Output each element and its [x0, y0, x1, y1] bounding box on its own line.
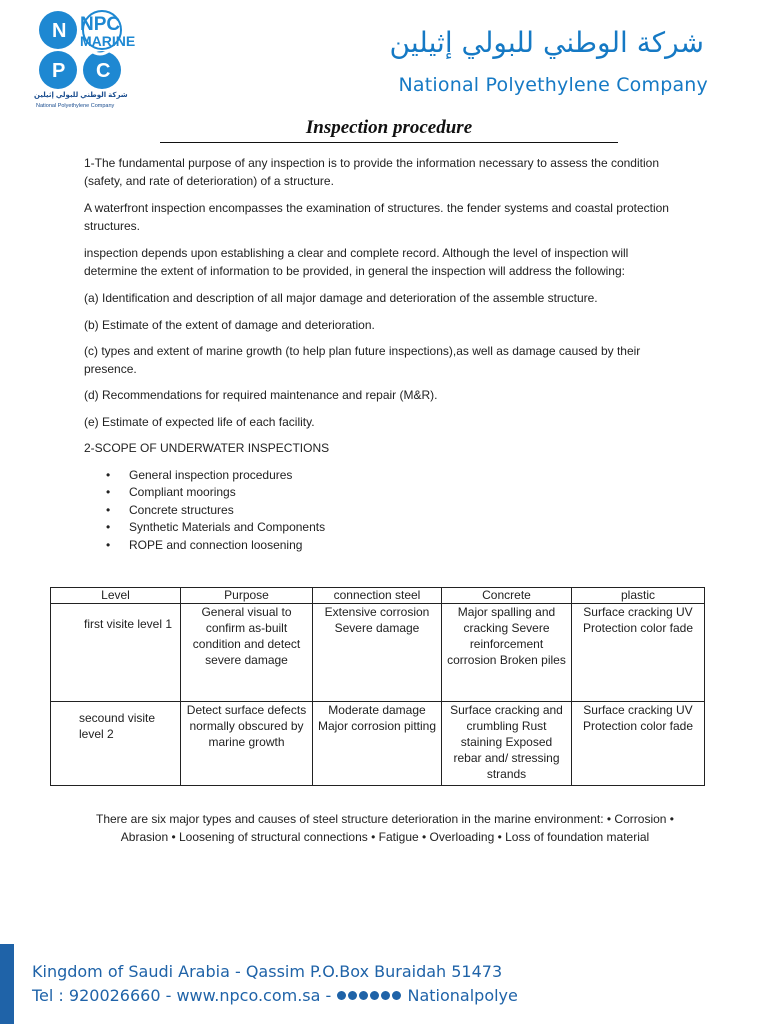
header-purpose: Purpose [181, 588, 313, 604]
paragraph-item-c: (c) types and extent of marine growth (to help plan future inspections),as well as damage caused by their presence. [84, 344, 641, 376]
table-row [51, 604, 705, 702]
logo-brand-marine: MARINE [80, 33, 136, 49]
footer-address: Kingdom of Saudi Arabia - Qassim P.O.Box Buraidah 51473 [32, 962, 503, 981]
facebook-icon[interactable] [337, 991, 346, 1000]
paragraph-purpose: 1-The fundamental purpose of any inspection is to provide the information necessary to assess the condition (safety, and rate of deterioration) of a structure. [84, 156, 659, 188]
cell-concrete: Surface cracking and crumbling Rust staining Exposed rebar and/ stressing strands [442, 702, 572, 786]
list-item: • Compliant moorings [106, 484, 684, 502]
table-header-row [51, 588, 705, 604]
list-item: • ROPE and connection loosening [106, 537, 684, 555]
paragraph-waterfront: A waterfront inspection encompasses the examination of structures. the fender systems and coastal protection structures. [84, 201, 669, 233]
paragraph-item-a: (a) Identification and description of all major damage and deterioration of the assemble structure. [84, 291, 598, 305]
paragraph-item-e: (e) Estimate of expected life of each facility. [84, 414, 315, 429]
list-item: • Concrete structures [106, 502, 684, 520]
cell-concrete: Major spalling and cracking Severe reinforcement corrosion Broken piles [442, 604, 572, 702]
cell-plastic: Surface cracking UV Protection color fade [572, 702, 705, 786]
logo-letter-n: N [52, 20, 67, 42]
footer-contact [32, 986, 518, 1005]
youtube-icon[interactable] [359, 991, 368, 1000]
cell-purpose: General visual to confirm as-built condition and detect severe damage [181, 604, 313, 702]
cell-steel: Extensive corrosion Severe damage [313, 604, 442, 702]
header-level: Level [51, 588, 181, 604]
logo-letter-p: P [52, 60, 66, 82]
paragraph-item-b: (b) Estimate of the extent of damage and deterioration. [84, 317, 375, 332]
header-plastic: plastic [572, 588, 705, 604]
logo-brand-npc: NPC [80, 14, 121, 35]
cell-level: secound visite level 2 [51, 702, 181, 786]
deterioration-summary: There are six major types and causes of steel structure deterioration in the marine environment: • Corrosion • Abrasion • Loosening of structural connections • Fatigue • Overloading • Loss of foundation material [95, 812, 674, 844]
list-item: • General inspection procedures [106, 467, 684, 485]
letterhead [0, 0, 768, 124]
company-name-arabic: شركة الوطني للبولي إثيلين [389, 26, 704, 59]
document-body [84, 155, 684, 554]
header-concrete: Concrete [442, 588, 572, 604]
instagram-icon[interactable] [381, 991, 390, 1000]
linkedin-icon[interactable] [370, 991, 379, 1000]
twitter-icon[interactable] [348, 991, 357, 1000]
cell-plastic: Surface cracking UV Protection color fade [572, 604, 705, 702]
footer-accent-bar [0, 944, 14, 1024]
table-row [51, 702, 705, 786]
list-item: • Synthetic Materials and Components [106, 519, 684, 537]
document-title: Inspection procedure [305, 117, 473, 138]
footer-social-handle[interactable]: Nationalpolye [407, 986, 518, 1005]
cell-level: first visite level 1 [51, 604, 181, 702]
title-underline [160, 116, 618, 143]
header-connection-steel: connection steel [313, 588, 442, 604]
cell-purpose: Detect surface defects normally obscured by marine growth [181, 702, 313, 786]
cell-steel: Moderate damage Major corrosion pitting [313, 702, 442, 786]
logo-caption-arabic: شركة الوطني للبولي إثيلين [34, 92, 128, 99]
inspection-levels-table [50, 587, 705, 786]
section-heading-scope: 2-SCOPE OF UNDERWATER INSPECTIONS [84, 441, 330, 455]
logo-caption-english: National Polyethylene Company [36, 103, 115, 109]
logo-letter-c: C [96, 60, 111, 82]
snapchat-icon[interactable] [392, 991, 401, 1000]
company-name-english: National Polyethylene Company [398, 74, 708, 96]
paragraph-record: inspection depends upon establishing a clear and complete record. Although the level of inspection will determine the extent of information to be provided, in general the inspection will address the following: [84, 246, 629, 278]
scope-bullet-list [106, 467, 684, 555]
footer-contact-text: Tel : 920026660 - www.npco.com.sa - [32, 986, 332, 1005]
paragraph-item-d: (d) Recommendations for required maintenance and repair (M&R). [84, 388, 438, 402]
